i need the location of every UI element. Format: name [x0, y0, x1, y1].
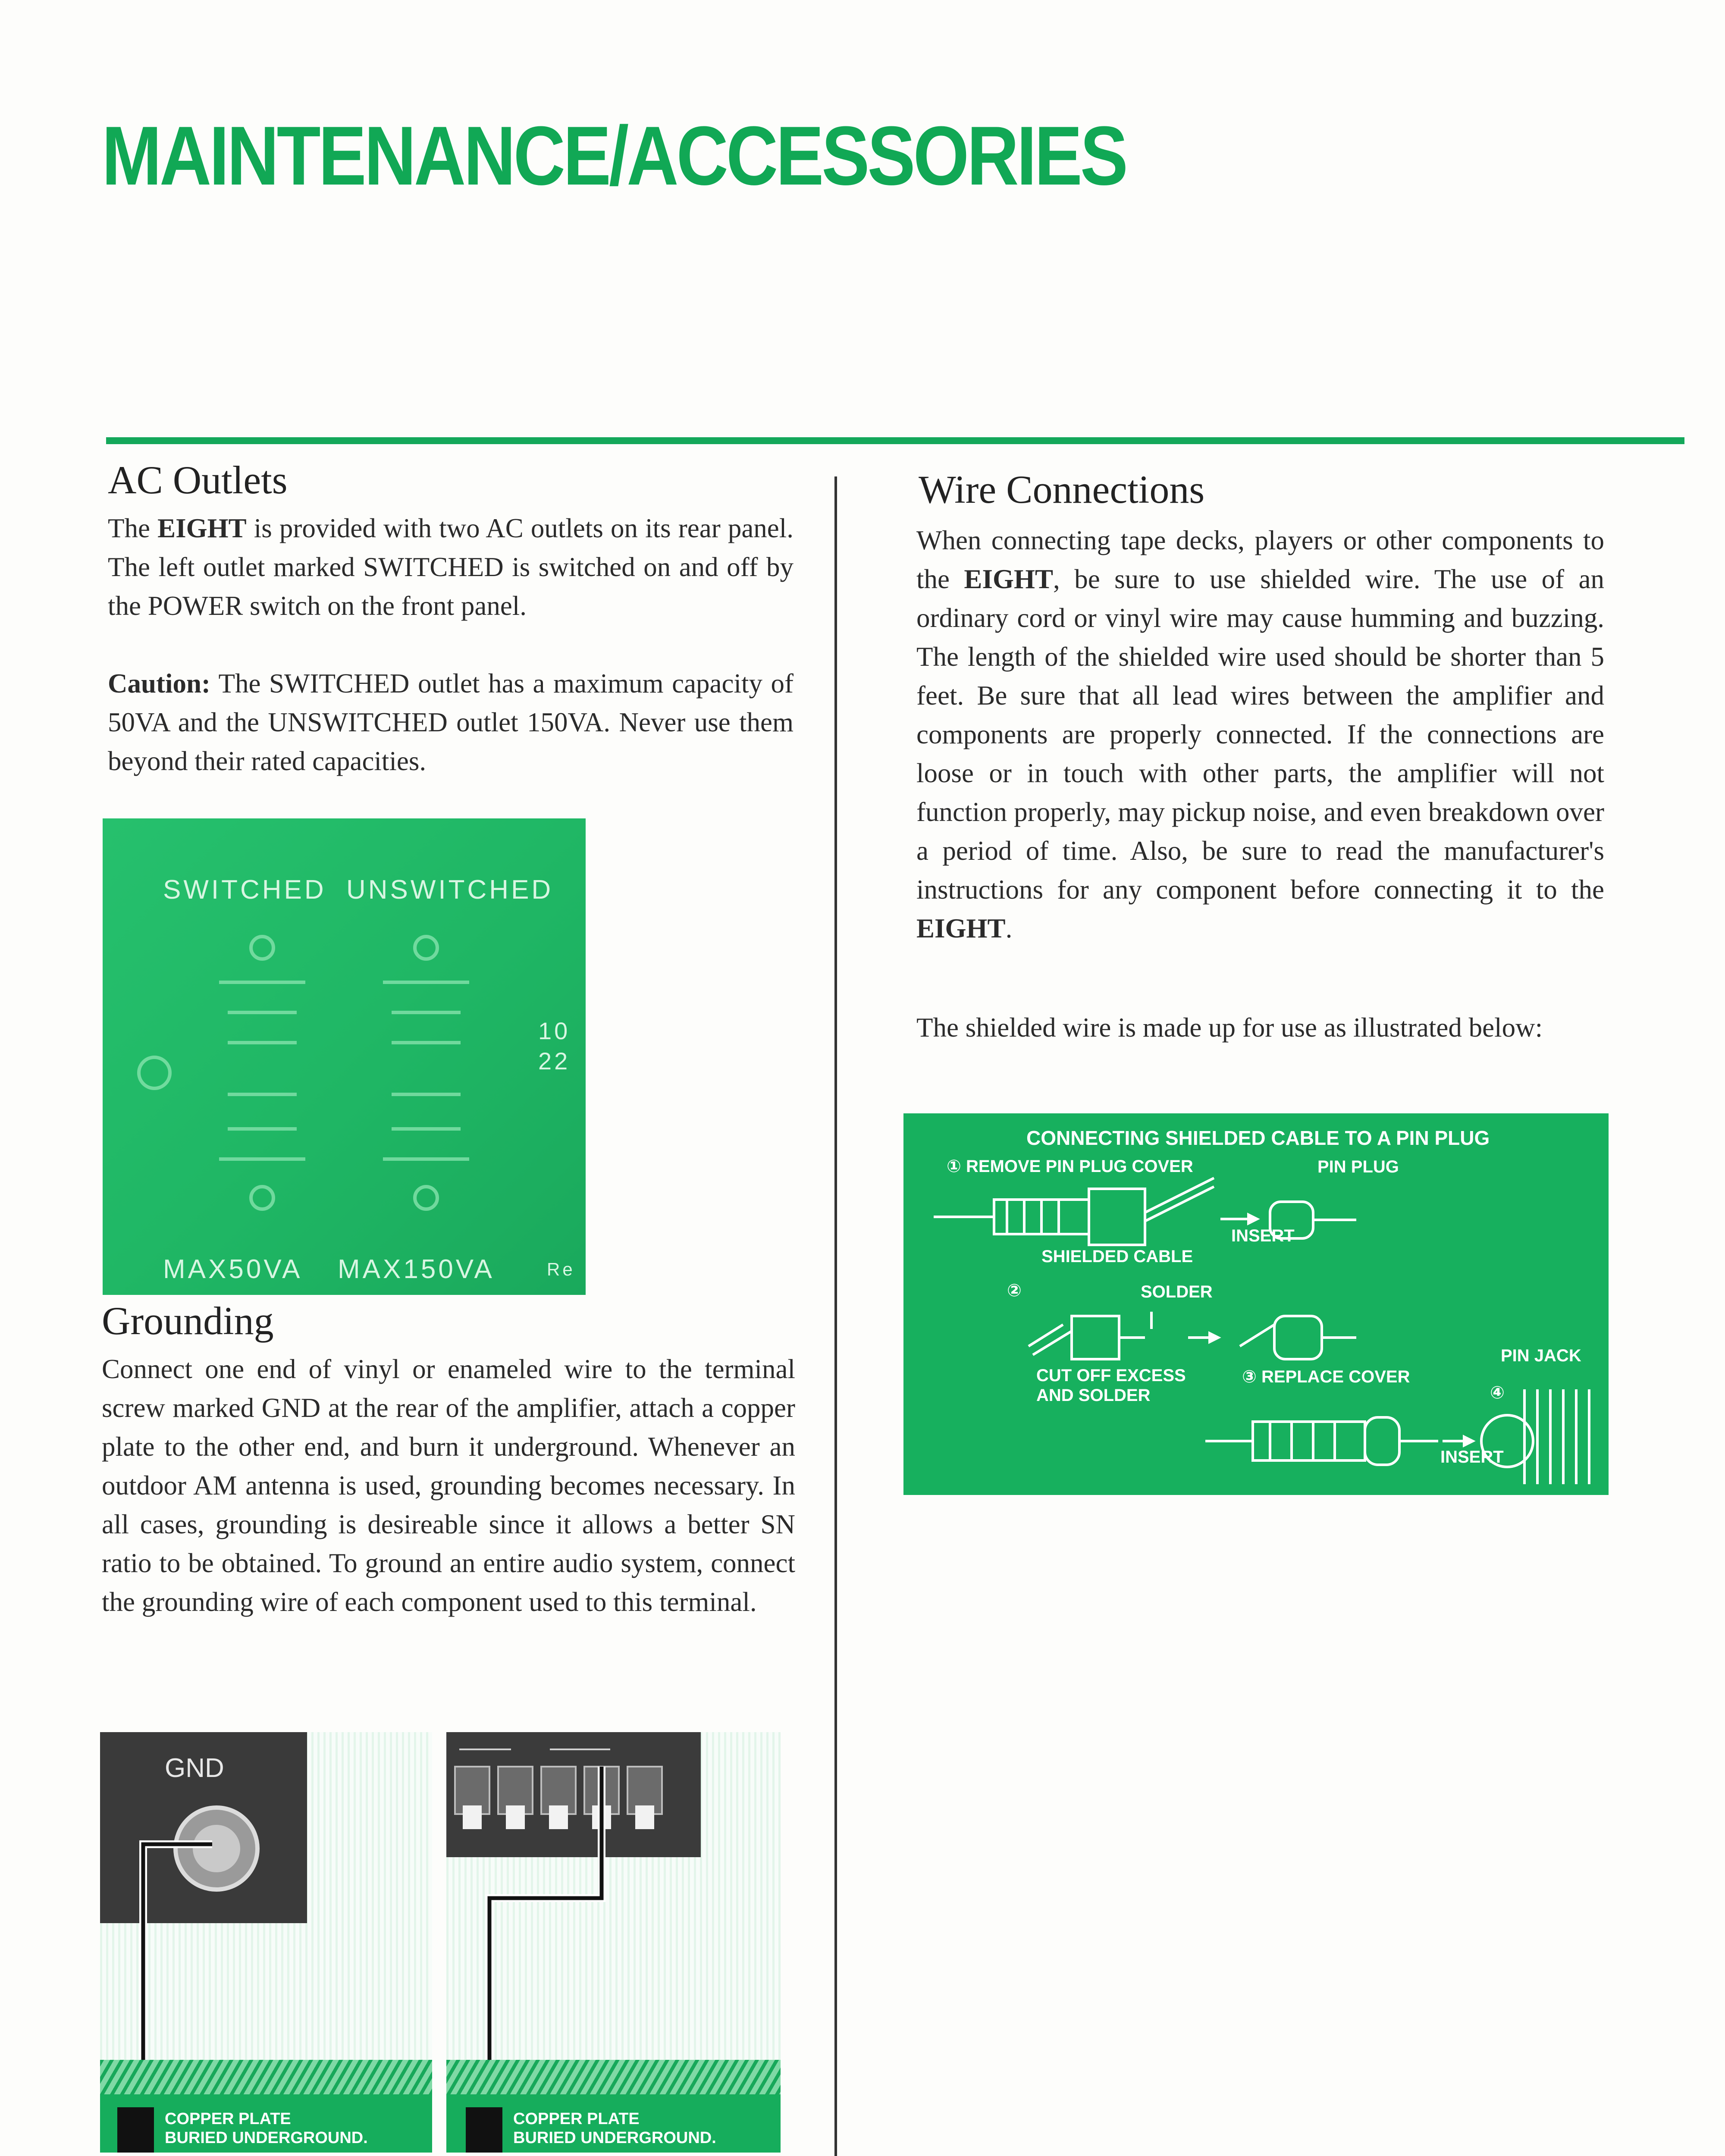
ac-outlets-photo [103, 818, 586, 1295]
wire-connections-paragraph: When connecting tape decks, players or other components to the EIGHT, be sure to use shielded wire. The use of an ordinary cord or vinyl wire may cause humming and buzzing. The length of the shielded wire used should be shorter than 5 feet. Be sure that all lead wires between the amplifier and components are properly connected. If the connections are loose or in touch with other parts, the amplifier will not function properly, may pickup noise, and even breakdown over a period of time. Also, be sure to read the manufacturer's instructions for any component before connecting it to the EIGHT. [916, 525, 1604, 943]
pin-jack-label: PIN JACK [1501, 1346, 1581, 1365]
brand-name: EIGHT [157, 513, 247, 543]
wire-illustration-intro: The shielded wire is made up for use as illustrated below: [916, 1012, 1543, 1043]
step2-label: ② [1007, 1281, 1022, 1300]
copper-plate-caption: COPPER PLATE BURIED UNDERGROUND. [165, 2110, 368, 2147]
cable-connector-drawing [903, 1113, 1609, 1495]
page-title: MAINTENANCE/ACCESSORIES [102, 109, 1126, 203]
ac-outlets-paragraph: The EIGHT is provided with two AC outlets on its rear panel. The left outlet marked SWITCHED is switched on and off by the POWER switch on the front panel. [108, 513, 794, 621]
step4-label: ④ [1490, 1383, 1505, 1402]
insert-label-1: INSERT [1231, 1226, 1295, 1245]
max-switched-label: MAX50VA [163, 1254, 303, 1284]
copper-plate-icon [117, 2107, 154, 2153]
outlet-sockets-drawing [103, 818, 586, 1295]
edge-text: Re [547, 1259, 575, 1279]
solder-label: SOLDER [1141, 1282, 1213, 1301]
header-rule [106, 437, 1684, 444]
copper-plate-caption: COPPER PLATE BURIED UNDERGROUND. [513, 2110, 716, 2147]
diagram-title: CONNECTING SHIELDED CABLE TO A PIN PLUG [1026, 1127, 1490, 1149]
switched-label: SWITCHED [163, 875, 326, 905]
antenna-terminal-figure [446, 1732, 781, 2153]
unswitched-label: UNSWITCHED [346, 875, 554, 905]
pin-plug-label: PIN PLUG [1317, 1157, 1399, 1176]
caution-label: Caution: [108, 668, 211, 699]
wire-connections-heading: Wire Connections [919, 467, 1205, 511]
voltage-label-1: 10 [538, 1017, 571, 1044]
column-divider [834, 476, 837, 2156]
cut-off-label: CUT OFF EXCESS AND SOLDER [1036, 1366, 1186, 1405]
shielded-cable-diagram [903, 1113, 1609, 1495]
shielded-cable-label: SHIELDED CABLE [1041, 1247, 1193, 1266]
step3-label: ③ REPLACE COVER [1242, 1367, 1410, 1386]
brand-name: EIGHT [916, 913, 1006, 943]
max-unswitched-label: MAX150VA [338, 1254, 495, 1284]
gnd-terminal-figure [100, 1732, 432, 2153]
brand-name: EIGHT [964, 564, 1053, 594]
step1-label: ① REMOVE PIN PLUG COVER [947, 1157, 1193, 1176]
voltage-label-2: 22 [538, 1047, 571, 1075]
grounding-paragraph: Connect one end of vinyl or enameled wire to the terminal screw marked GND at the rear of the amplifier, attach a copper plate to the other end, and burn it underground. Whenever an outdoor AM antenna is used, grounding becomes necessary. In all cases, grounding is desireable since it allows a better SN ratio to be obtained. To ground an entire audio system, connect the grounding wire of each component used to this terminal. [102, 1354, 795, 1617]
insert-label-2: INSERT [1440, 1448, 1504, 1467]
copper-plate-icon [466, 2107, 502, 2153]
caution-paragraph: Caution: The SWITCHED outlet has a maximum capacity of 50VA and the UNSWITCHED outlet 150VA. Never use them beyond their rated capacities. [108, 668, 794, 776]
grounding-heading: Grounding [102, 1299, 274, 1343]
ac-outlets-heading: AC Outlets [108, 458, 288, 502]
gnd-label: GND [165, 1753, 224, 1783]
